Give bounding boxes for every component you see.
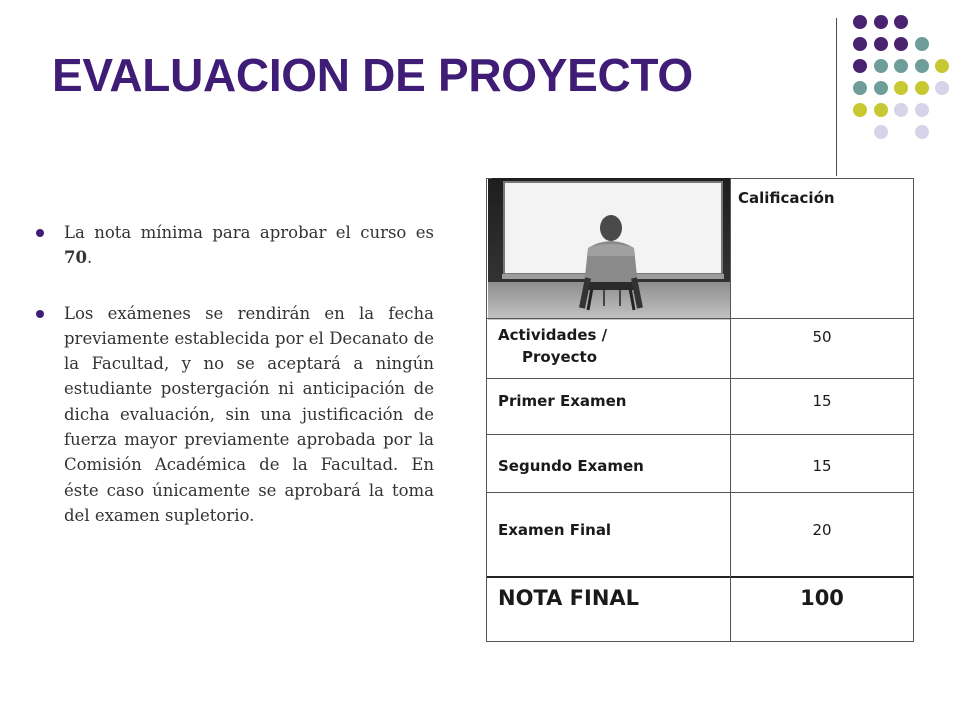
decorative-dot	[894, 15, 908, 29]
decorative-dot	[874, 59, 888, 73]
bullet-icon	[36, 310, 44, 318]
decorative-dot	[915, 125, 929, 139]
row-value: 15	[812, 392, 832, 410]
decorative-dot	[874, 37, 888, 51]
decorative-dot	[853, 59, 867, 73]
decorative-dot	[894, 37, 908, 51]
total-value: 100	[800, 586, 844, 610]
decorative-dot	[853, 81, 867, 95]
decorative-vertical-line	[836, 18, 837, 176]
bullet-item	[36, 301, 434, 529]
decorative-dot	[894, 103, 908, 117]
row-value: 20	[812, 521, 832, 539]
decorative-dot	[853, 103, 867, 117]
row-label: Examen Final	[498, 521, 612, 539]
decorative-dot	[874, 103, 888, 117]
column-header-calificacion: Calificación	[738, 189, 835, 207]
row-label: Actividades / Proyecto	[498, 326, 608, 366]
row-value: 50	[812, 328, 832, 346]
row-label: Segundo Examen	[498, 457, 644, 475]
bullet-text: Los exámenes se rendirán en la fecha previamente establecida por el Decanato de la Facultad, y no se aceptará a ningún estudiante postergación ni anticipación de dicha evaluación, sin una justificación de fuerza mayor previamente aprobada por la Comisión Académica de la Facultad. En éste caso únicamente se aprobará la toma del examen supletorio.	[64, 303, 434, 525]
decorative-dot	[853, 37, 867, 51]
table-line	[730, 178, 914, 179]
table-line	[486, 434, 914, 435]
grades-table	[486, 178, 914, 642]
table-line	[486, 178, 487, 642]
table-line	[486, 641, 914, 642]
bullet-item	[36, 220, 434, 271]
slide-title: EVALUACION DE PROYECTO	[52, 49, 693, 101]
table-line	[486, 576, 914, 578]
bullet-text: La nota mínima para aprobar el curso es 70.	[64, 223, 434, 268]
decorative-dot	[935, 59, 949, 73]
person-facing-board-image	[488, 178, 730, 320]
table-line	[486, 318, 914, 319]
decorative-dot	[915, 103, 929, 117]
bullet-list	[36, 220, 434, 528]
total-label: NOTA FINAL	[498, 586, 640, 610]
decorative-dot	[915, 81, 929, 95]
decorative-dot	[874, 15, 888, 29]
decorative-dot	[894, 59, 908, 73]
table-line	[486, 492, 914, 493]
decorative-dot	[915, 37, 929, 51]
decorative-dot	[894, 81, 908, 95]
row-value: 15	[812, 457, 832, 475]
minimum-grade: 70	[64, 248, 87, 268]
decorative-dot	[874, 81, 888, 95]
row-label: Primer Examen	[498, 392, 627, 410]
decorative-dot	[853, 15, 867, 29]
table-line	[486, 378, 914, 379]
bullet-icon	[36, 229, 44, 237]
decorative-dot	[915, 59, 929, 73]
decorative-dot	[935, 81, 949, 95]
decorative-dot	[874, 125, 888, 139]
